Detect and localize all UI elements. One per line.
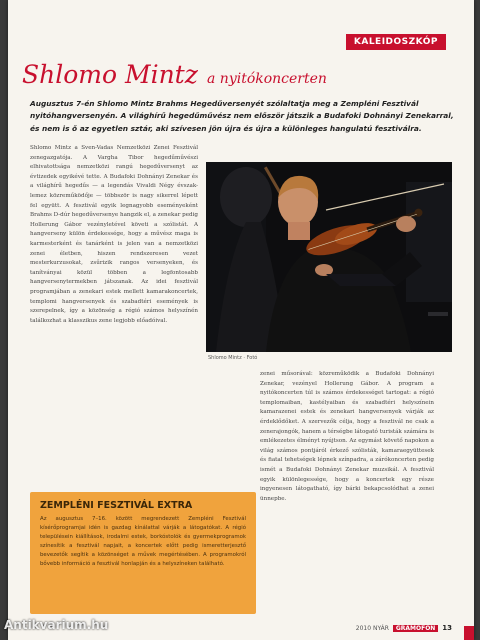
corner-accent	[464, 626, 474, 640]
article-title	[22, 60, 462, 89]
page-footer	[356, 624, 452, 632]
article-title-name: Shlomo Mintz	[22, 60, 198, 89]
violinist-illustration	[206, 162, 452, 352]
section-kicker: KALEIDOSZKÓP	[346, 34, 446, 50]
article-body-left: Shlomo Mintz a Sven-Vadas Nemzetközi Zenei Fesztivál zenegazgatója. A Vargha Tibor hegedűművészi elhivatottsága nemzetközi rangú hegedűversenyt az évtizedek egyikévé tette. A Budafoki Dohnányi Zenekar és a világhírű hegedűs — a legendás Vivaldi Négy évszak-lemez közreműködője — többször is nagy sikerrel lépett fel együtt. A fesztivál egyik legnagyobb eseményeként Brahms D-dúr hegedűversenye hangzik el, a zenekar pedig Hollerung Gábor vezényletével követi a szólistát. A hangverseny külön érdekessége, hogy a művész maga is karmesterként és tanárként is jelen van a nemzetközi zenei életben, hiszen rendszeresen vezet mesterkurzusokat, zsűrizik rangos versenyeken, és tanítványai közül többen a legfontosabb hangversenytermekben játszanak. Az idei fesztivál programjában a zenekari estek mellett kamarakoncertek, templomi hangversenyek és szabadtéri események is szerepelnek, így a közönség a régió számos helyszínén találkozhat a klasszikus zene legjobb előadóival.	[30, 145, 198, 324]
violinist-photo	[206, 162, 452, 352]
sidebar-box	[30, 492, 256, 614]
photo-caption: Shlomo Mintz · Fotó	[208, 355, 258, 361]
footer-brand: GRAMOFON	[393, 625, 438, 632]
magazine-page	[8, 0, 474, 640]
sidebar-body: Az augusztus 7–16. között megrendezett Zempléni Fesztivál kísérőprogramjai idén is gazdag kínálattal várják a látogatókat. A régió településein kiállítások, irodalmi estek, borkóstolók és gyermekprogramok színesítik a fesztivál napjait, a koncertek előtt pedig ismeretterjesztő bevezetők segítik a közönséget a művek megértésében. A programokról bővebb információ a fesztivál honlapján és a helyszíneken található.	[40, 516, 246, 567]
article-body-right: zenei műsorával: közreműködik a Budafoki Dohnányi Zenekar, vezényel Hollerung Gábor. A program a nyitókoncerten túl is számos érdekességet tartogat: a régió templomaiban, kastélyaiban és szabadtéri helyszínein kamarazenei estek és zenekari hangversenyek várják az érdeklődőket. A szervezők célja, hogy a fesztivál ne csak a zenerajongók, hanem a térségbe látogató turisták számára is emlékezetes élményt nyújtson. Az egymást követő napokon a világ számos pontjáról érkező szólisták, kamaraegyüttesek és fiatal tehetségek lépnek színpadra, a zárókoncerten pedig ismét a Budafoki Dohnányi Zenekar muzsikál. A fesztivál egyik különlegessége, hogy a koncertek egy része ingyenesen látogatható, így bárki bekapcsolódhat a zenei ünnepbe.	[260, 371, 434, 502]
footer-year: 2010	[355, 625, 372, 632]
photo-caption-text: Shlomo Mintz	[208, 355, 242, 361]
article-lead: Augusztus 7-én Shlomo Mintz Brahms Hegedűversenyét szólaltatja meg a Zempléni Fesztivál nyitóhangversenyén. A világhírű hegedűművész nem először játszik a Budafoki Dohnányi Zenekarral, és nem is ő az egyetlen sztár, aki szívesen jön újra és újra a különleges hangulatú fesztiválra.	[30, 99, 454, 133]
watermark: Antikvarium.hu	[4, 618, 109, 632]
photo-credit: Fotó	[246, 355, 258, 361]
page-number: 13	[442, 624, 452, 632]
article-title-sub: a nyitókoncerten	[207, 71, 327, 87]
footer-month: NYÁR	[372, 625, 389, 632]
sidebar-title: ZEMPLÉNI FESZTIVÁL EXTRA	[40, 500, 193, 511]
